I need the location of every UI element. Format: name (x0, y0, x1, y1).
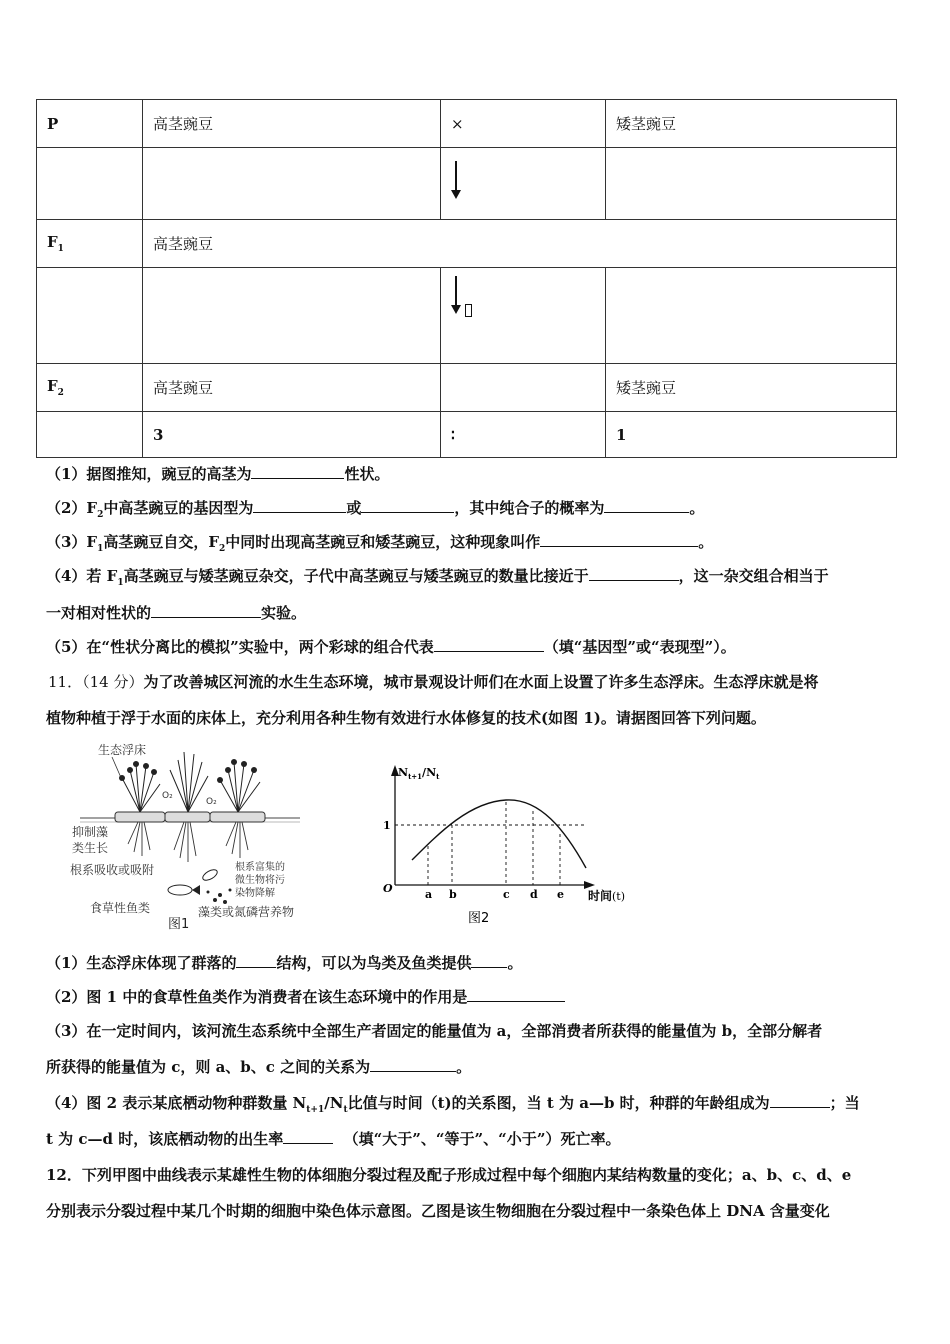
selfing-symbol-icon (465, 304, 472, 317)
svg-text:根系富集的: 根系富集的 (235, 862, 285, 873)
q12-line2: 分别表示分裂过程中某几个时期的细胞中染色体示意图。乙图是该生物细胞在分裂过程中一条染色体上 DNA 含量变化 (46, 1202, 830, 1220)
fig1-title: 生态浮床 (98, 743, 147, 757)
svg-text:O₂: O₂ (206, 797, 217, 807)
down-arrow-icon (451, 161, 461, 199)
cross-table (36, 99, 897, 458)
root-icon (128, 822, 248, 862)
figure-1-ecological-floating-bed (70, 740, 310, 930)
svg-text:类生长: 类生长 (72, 841, 109, 855)
phenotype-tall: 高茎豌豆 (143, 220, 897, 268)
q10-part3: $(3)F_1$高茎豌豆自交，$F_2$中同时出现高茎豌豆和矮茎豌豆，这种现象叫作 。 (46, 533, 714, 554)
ratio-colon: ∶ (441, 412, 606, 458)
fig1-caption: 图1 (168, 917, 190, 930)
svg-text:食草性鱼类: 食草性鱼类 (90, 901, 151, 915)
q11-part4: （4）图 2 表示某底栖动物种群数量 $N_{t+1}/N_t$比值与时间（t)的关系图，当 t 为 a—b 时，种群的年龄组成为 ；当 (46, 1094, 860, 1115)
q11-part3: （3）在一定时间内，该河流生态系统中全部生产者固定的能量值为 a，全部消费者所获得的能量值为 b，全部分解者 (46, 1022, 823, 1040)
q10-part5: （5）在“性状分离比的模拟”实验中，两个彩球的组合代表 （填“基因型”或“表现型”）。 (46, 638, 736, 656)
fig2-caption: 图2 (468, 911, 490, 926)
q11-part2: （2）图 1 中的食草性鱼类作为消费者在该生态环境中的作用是 (46, 987, 908, 1007)
fish-icon (168, 868, 219, 895)
answer-blank[interactable] (471, 953, 507, 968)
floating-bed-icon (115, 812, 265, 822)
table-row (37, 100, 897, 148)
generation-label: $F_1$ (37, 220, 143, 268)
answer-blank[interactable] (589, 566, 679, 581)
table-row (37, 412, 897, 458)
q11-part3-cont: 所获得的能量值为 c，则 a、b、c 之间的关系为 。 (46, 1058, 472, 1076)
answer-blank[interactable] (434, 637, 544, 652)
y-axis-label: $N_{t+1}/N_t$ (398, 766, 440, 781)
figure-2-chart (350, 760, 650, 932)
plant-icon (122, 752, 260, 812)
answer-blank[interactable] (236, 953, 276, 968)
svg-text:O₂: O₂ (162, 791, 173, 801)
ratio-curve (412, 800, 586, 868)
q11-intro-cont: 植物种植于浮于水面的床体上，充分利用各种生物有效进行水体修复的技术(如图 1)。请据图回答下列问题。 (46, 709, 766, 727)
answer-blank[interactable] (361, 498, 454, 513)
q10-part4-cont: 一对相对性状的 实验。 (46, 604, 307, 622)
svg-text:抑制藻: 抑制藻 (72, 825, 109, 839)
q10-part2: $(2)F_2$中高茎豌豆的基因型为 或 ，其中纯合子的概率为 。 (46, 499, 705, 520)
table-row (37, 220, 897, 268)
phenotype-short: 矮茎豌豆 (606, 100, 897, 148)
answer-blank[interactable] (253, 498, 346, 513)
table-row (37, 268, 897, 364)
table-row (37, 364, 897, 412)
table-row (37, 148, 897, 220)
answer-blank[interactable] (604, 498, 689, 513)
answer-blank[interactable] (770, 1093, 830, 1108)
svg-text:微生物将污: 微生物将污 (235, 875, 285, 886)
phenotype-short: 矮茎豌豆 (606, 364, 897, 412)
q12-line1: 12．下列甲图中曲线表示某雄性生物的体细胞分裂过程及配子形成过程中每个细胞内某结构数量的变化；a、b、c、d、e (46, 1166, 852, 1184)
q11-intro: 11．（14 分）为了改善城区河流的水生生态环境，城市景观设计师们在水面上设置了许多生态浮床。生态浮床就是将 (48, 673, 819, 691)
answer-blank[interactable] (370, 1057, 456, 1072)
q11-part4-cont: t 为 c—d 时，该底栖动物的出生率 （填“大于”、“等于”、“小于”）死亡率。 (46, 1130, 621, 1148)
ratio-left: 3 (143, 412, 441, 458)
svg-text:染物降解: 染物降解 (235, 888, 275, 899)
generation-label: P (37, 100, 143, 148)
answer-blank[interactable] (467, 987, 565, 1002)
answer-blank[interactable] (283, 1129, 333, 1144)
q10-part4: （4）若 $F_1$高茎豌豆与矮茎豌豆杂交，子代中高茎豌豆与矮茎豌豆的数量比接近于 ，这一杂交组合相当于 (46, 567, 829, 588)
answer-blank[interactable] (251, 464, 344, 479)
answer-blank[interactable] (540, 532, 698, 547)
origin-label: O (383, 882, 393, 895)
x-tick-b: b (449, 888, 457, 901)
q10-part1: （1）据图推知，豌豆的高茎为 性状。 (46, 465, 390, 483)
answer-blank[interactable] (151, 603, 261, 618)
ratio-right: 1 (606, 412, 897, 458)
flower-icon (119, 759, 257, 783)
q11-part1: （1）生态浮床体现了群落的 结构，可以为鸟类及鱼类提供 。 (46, 954, 523, 972)
x-tick-d: d (530, 888, 538, 901)
svg-text:根系吸收或吸附: 根系吸收或吸附 (70, 863, 155, 877)
svg-text:藻类或氮磷营养物: 藻类或氮磷营养物 (198, 905, 295, 919)
phenotype-tall: 高茎豌豆 (143, 100, 441, 148)
phenotype-tall: 高茎豌豆 (143, 364, 441, 412)
generation-label: $F_2$ (37, 364, 143, 412)
y-tick-1: 1 (383, 819, 391, 832)
x-tick-a: a (425, 888, 433, 901)
down-arrow-icon (451, 276, 461, 314)
x-tick-e: e (557, 888, 564, 901)
cross-symbol: × (441, 100, 606, 148)
algae-nutrient-icon (207, 889, 232, 905)
x-tick-c: c (503, 888, 510, 901)
x-axis-label: 时间(t) (588, 889, 626, 903)
